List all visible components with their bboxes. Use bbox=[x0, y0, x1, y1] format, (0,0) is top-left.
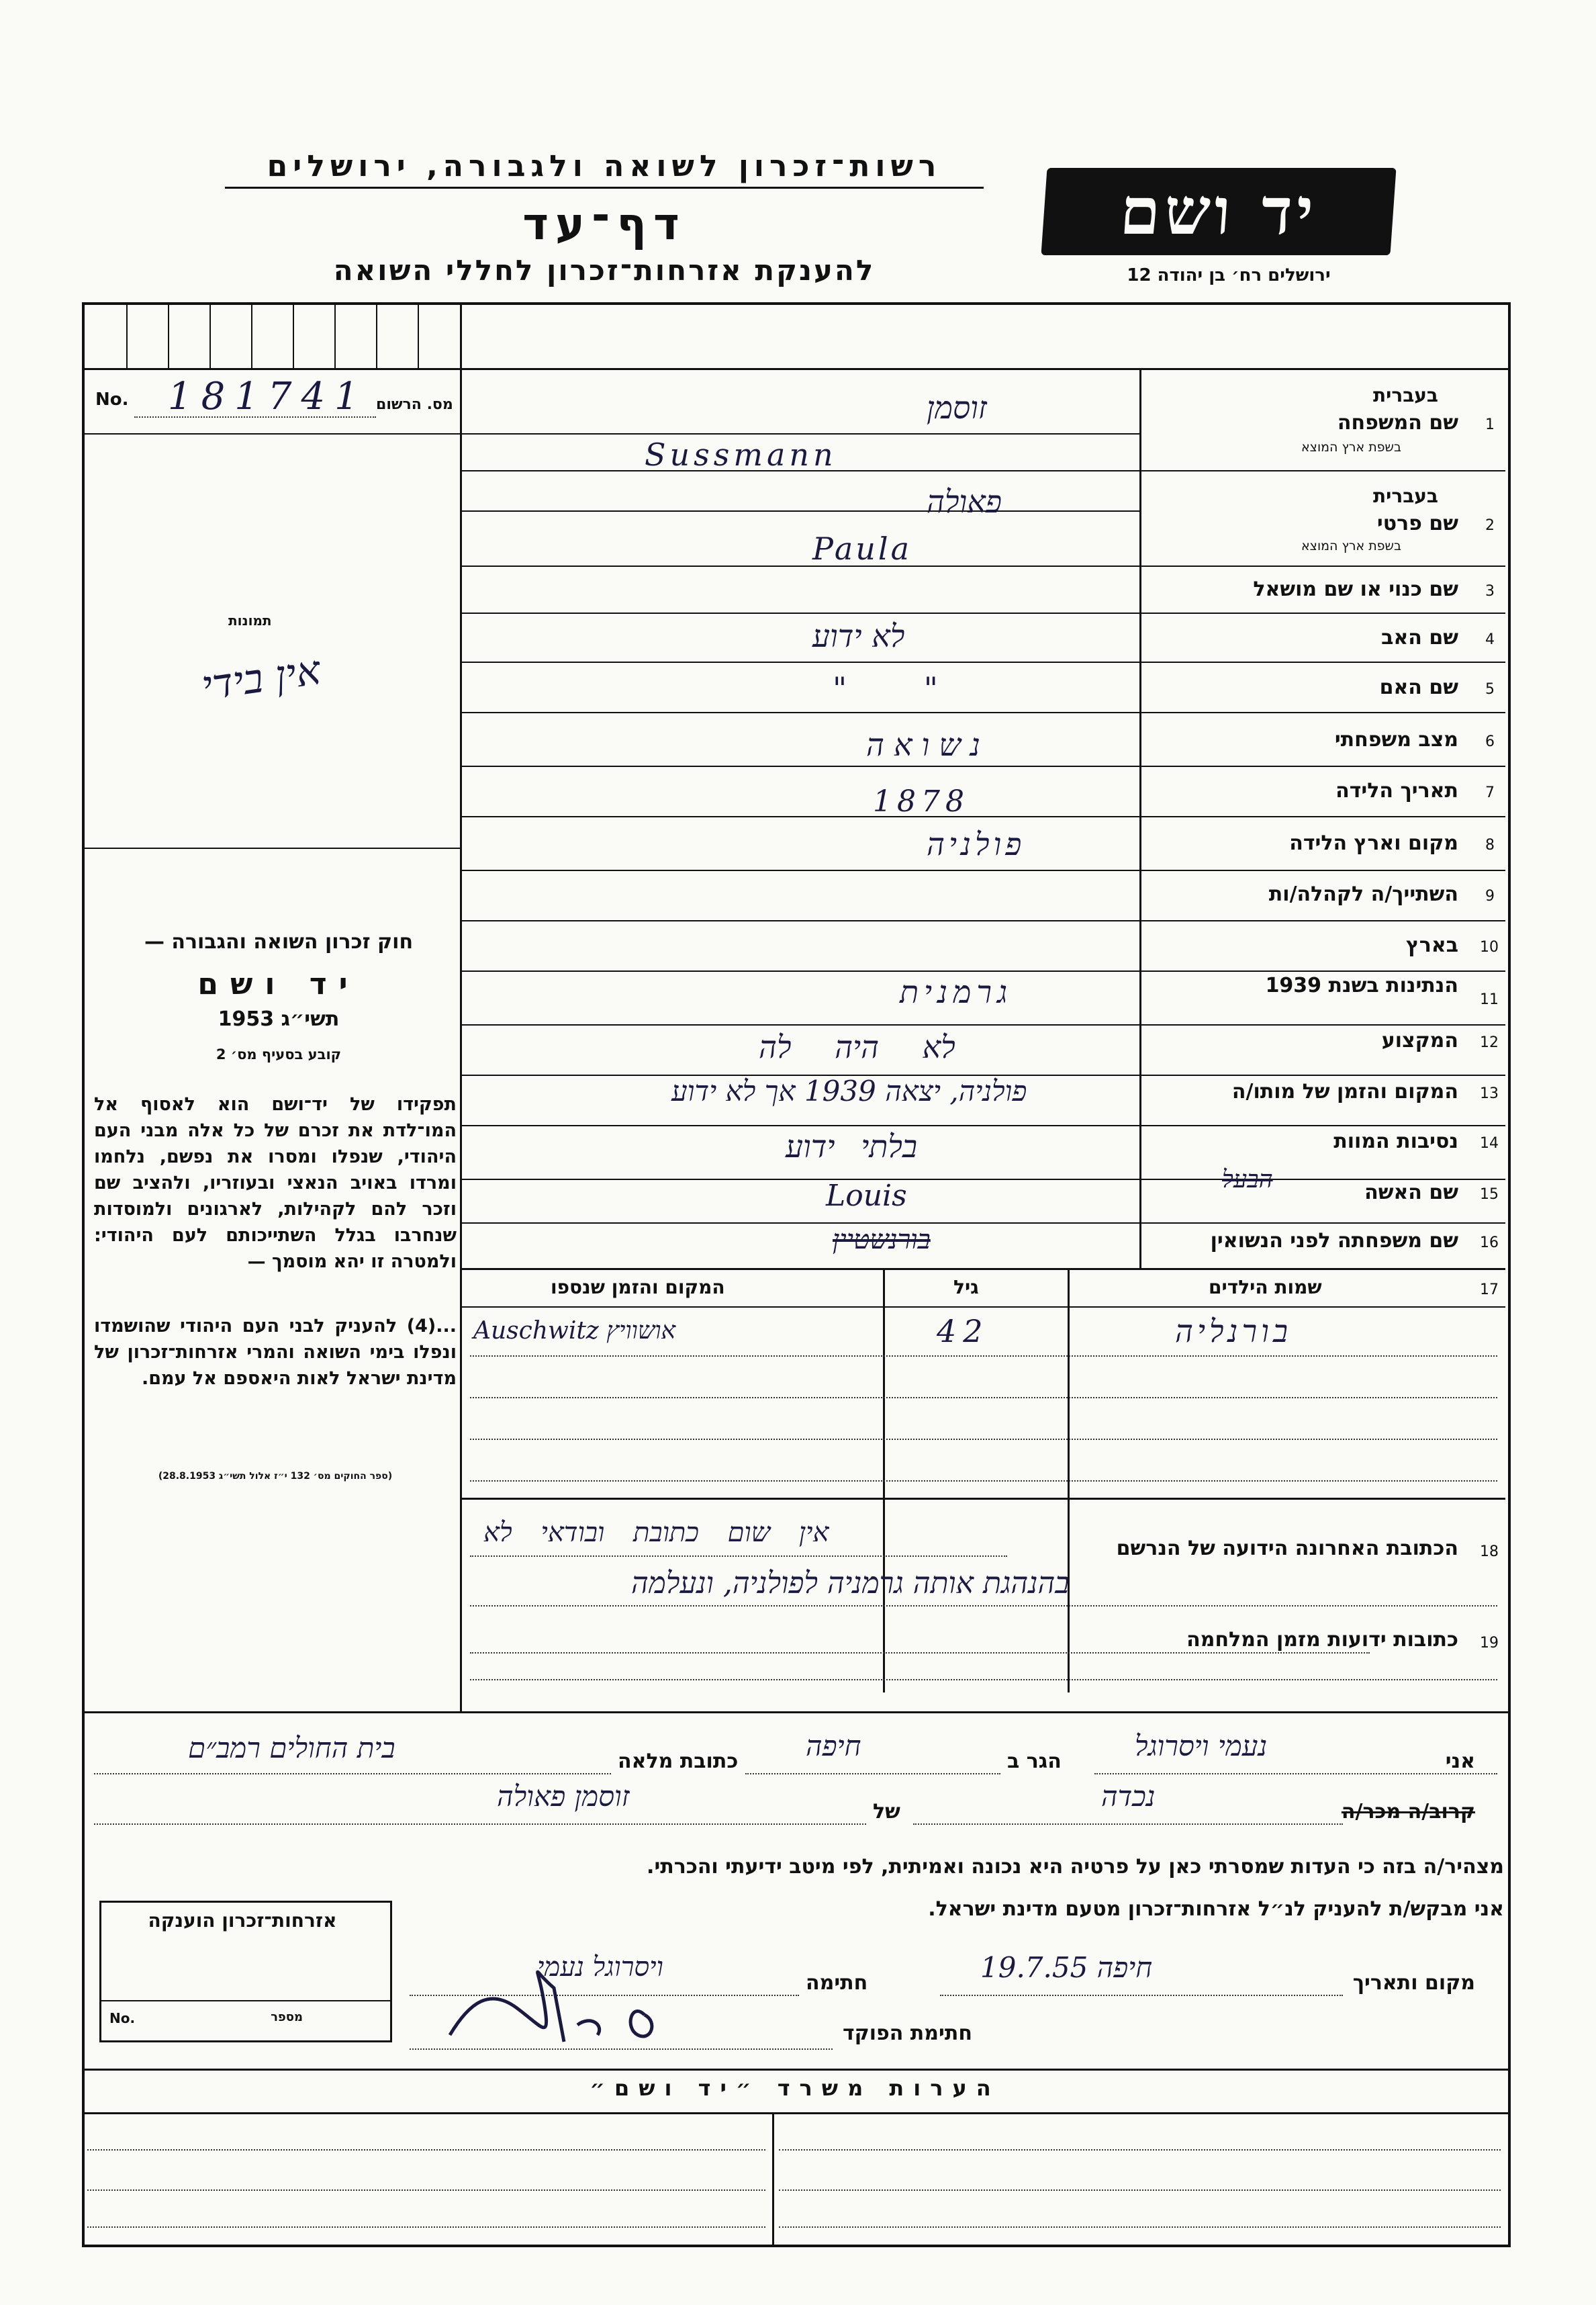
yad-vashem-logo bbox=[1041, 168, 1396, 255]
org-title: רשות־זכרון לשואה ולגבורה, ירושלים bbox=[267, 149, 942, 183]
registry-no-label: No. bbox=[95, 390, 129, 410]
field-13-label: המקום והזמן של מותו/ה bbox=[1231, 1080, 1458, 1103]
place-date-value: חיפה 19.7.55 bbox=[980, 1951, 1153, 1984]
field-18-value-2: בהנהגת אותה גרמניה לפולניה, ונעלמה bbox=[631, 1566, 1070, 1600]
field-8-number: 8 bbox=[1485, 837, 1495, 854]
law-source: (ספר החוקים מס׳ 132 י״ז אלול תשי״ג 28.8.1953) bbox=[158, 1471, 393, 1482]
stamp-box-title: אזרחות־זכרון הוענקה bbox=[148, 1909, 337, 1932]
declarant-name: נעמי ויסרוגל bbox=[1135, 1729, 1268, 1762]
declarant-of-label: של bbox=[873, 1800, 900, 1823]
field-8-label: מקום וארץ הלידה bbox=[1289, 831, 1458, 855]
field-15-number: 15 bbox=[1480, 1186, 1499, 1203]
declaration-text-2: אני מבקש/ת להעניק לנ״ל אזרחות־זכרון מטעם מדינת ישראל. bbox=[928, 1897, 1504, 1921]
field-2-value-hebrew: פאולה bbox=[927, 484, 1002, 520]
law-year: תשי״ג 1953 bbox=[218, 1007, 340, 1031]
citizenship-stamp-box bbox=[99, 1901, 392, 2042]
signature-label: חתימה bbox=[806, 1971, 868, 1995]
field-5-number: 5 bbox=[1485, 681, 1495, 698]
children-number: 17 bbox=[1480, 1281, 1499, 1298]
declarant-address: בית החולים רמב״ם bbox=[188, 1731, 395, 1764]
field-10-number: 10 bbox=[1480, 939, 1499, 956]
law-title: חוק זכרון השואה והגבורה — bbox=[144, 930, 414, 954]
photo-label: תמונות bbox=[228, 613, 272, 629]
field-16-label: שם משפחתה לפני הנשואין bbox=[1210, 1229, 1458, 1253]
children-header-names: שמות הילדים bbox=[1209, 1276, 1322, 1298]
field-1-value-latin: Sussmann bbox=[645, 437, 837, 473]
declarant-resides-label: הגר ב bbox=[1007, 1750, 1062, 1773]
field-3-label: שם כנוי או שם מושאל bbox=[1253, 578, 1458, 601]
field-5-value: " " bbox=[833, 670, 972, 707]
photo-value: אין בידי bbox=[198, 646, 324, 711]
address-line: ירושלים רח׳ בן יהודה 12 bbox=[1127, 265, 1331, 285]
signature-value: ויסרוגל נעמי bbox=[537, 1952, 663, 1983]
field-14-number: 14 bbox=[1480, 1135, 1499, 1152]
field-2-top-note: בעברית bbox=[1372, 485, 1438, 507]
child-1-name: בורנליה bbox=[1175, 1313, 1293, 1349]
field-18-value-1: אין שום כתובת ובודאי לא bbox=[483, 1517, 829, 1548]
declaration-text-1: מצהיר/ה בזה כי העדות שמסרתי כאן על פרטיה היא נכונה ואמיתית, לפי מיטב ידיעתי והכרתי. bbox=[647, 1855, 1504, 1879]
field-11-number: 11 bbox=[1480, 991, 1499, 1008]
field-1-value-hebrew: זוסמן bbox=[927, 390, 987, 426]
field-15-value: Louis bbox=[826, 1179, 907, 1213]
field-18-number: 18 bbox=[1480, 1543, 1499, 1560]
field-5-label: שם האם bbox=[1379, 676, 1458, 699]
child-1-age: 42 bbox=[937, 1313, 990, 1349]
field-7-number: 7 bbox=[1485, 784, 1495, 801]
label-column-divider bbox=[1139, 368, 1141, 1268]
field-2-label: שם פרטי bbox=[1376, 512, 1458, 535]
office-remarks-title: הערות משרד ״יד ושם״ bbox=[590, 2075, 1000, 2101]
declarant-of-name: זוסמן פאולה bbox=[497, 1780, 630, 1813]
field-16-number: 16 bbox=[1480, 1234, 1499, 1251]
field-8-value: פולניה bbox=[927, 826, 1026, 862]
field-9-number: 9 bbox=[1485, 888, 1495, 905]
page-title: דף־עד bbox=[522, 198, 686, 250]
org-underline bbox=[225, 187, 984, 189]
field-2-note: בשפת ארץ המוצא bbox=[1301, 539, 1401, 553]
law-paragraph-1: תפקידו של יד־ושם הוא לאסוף אל המו־לדת את זכרם של כל אלה מבני העם היהודי, שנפלו ומסרו את נפשם, נלחמו ומרדו באויב הנאצי ובעוזריו, ולהציב שם וזכר להם לקהילות, לארגונים ולמוסדות שנחרבו בגלל השתייכותם לעם היהודי: ולמטרה זו יהא מוסמך — bbox=[94, 1094, 457, 1272]
officer-signature-label: חתימת הפוקד bbox=[843, 2022, 972, 2045]
field-4-value: לא ידוע bbox=[812, 618, 905, 654]
field-4-label: שם האב bbox=[1381, 626, 1458, 649]
office-remarks-divider bbox=[772, 2112, 774, 2245]
declarant-address-label: כתובת מלאה bbox=[618, 1750, 739, 1773]
declarant-ani: אני bbox=[1445, 1750, 1475, 1773]
left-column-divider bbox=[460, 302, 462, 1713]
field-1-top-note: בעברית bbox=[1372, 384, 1438, 406]
field-12-label: המקצוע bbox=[1381, 1029, 1458, 1052]
field-7-label: תאריך הלידה bbox=[1335, 779, 1458, 803]
field-11-value: גרמנית bbox=[900, 974, 1013, 1010]
field-14-label: נסיבות המוות bbox=[1333, 1130, 1458, 1153]
registry-label: מס. הרשום bbox=[376, 396, 453, 413]
officer-signature-scribble bbox=[430, 1961, 712, 2055]
field-12-value: לא היה לה bbox=[759, 1029, 955, 1065]
declarant-relation-label: קרוב/ה מכר/ה bbox=[1341, 1800, 1475, 1823]
children-header-place: המקום והזמן שנספו bbox=[551, 1276, 725, 1298]
field-13-number: 13 bbox=[1480, 1085, 1499, 1102]
logo-text: יד ושם bbox=[1117, 173, 1320, 249]
law-name: יד ושם bbox=[197, 967, 360, 1001]
field-16-value: בורנשטיין bbox=[833, 1224, 931, 1255]
field-4-number: 4 bbox=[1485, 631, 1495, 648]
declarant-relation: נכדה bbox=[1101, 1780, 1156, 1813]
field-2-value-latin: Paula bbox=[812, 531, 912, 567]
registry-number: 181741 bbox=[168, 375, 368, 418]
field-9-label: השתייך/ה לקהלה/ות bbox=[1268, 883, 1458, 906]
field-12-number: 12 bbox=[1480, 1034, 1499, 1051]
declarant-city: חיפה bbox=[806, 1729, 861, 1762]
field-14-value: בלתי ידוע bbox=[786, 1128, 918, 1165]
field-15-crossed-word: הבעל bbox=[1222, 1166, 1273, 1193]
child-1-place: Auschwitz אושוויץ bbox=[473, 1317, 676, 1345]
top-row-line bbox=[82, 368, 1508, 370]
top-cells bbox=[85, 305, 460, 368]
field-15-label: שם האשה bbox=[1364, 1181, 1458, 1204]
field-2-number: 2 bbox=[1485, 517, 1495, 534]
field-7-value: 1878 bbox=[873, 784, 970, 819]
field-1-number: 1 bbox=[1485, 416, 1495, 433]
children-header-age: גיל bbox=[953, 1276, 979, 1298]
page-subtitle: להענקת אזרחות־זכרון לחללי השואה bbox=[333, 254, 876, 287]
field-6-value: נשואה bbox=[866, 727, 990, 763]
field-18-label: הכתובת האחרונה הידועה של הנרשם bbox=[1116, 1537, 1458, 1560]
field-1-label: שם המשפחה bbox=[1337, 411, 1458, 435]
field-19-number: 19 bbox=[1480, 1635, 1499, 1652]
field-10-label: בארץ bbox=[1405, 934, 1458, 957]
field-19-label: כתובות ידועות מזמן המלחמה bbox=[1186, 1628, 1458, 1652]
field-1-note: בשפת ארץ המוצא bbox=[1301, 440, 1401, 455]
stamp-box-no-label-he: מספר bbox=[271, 2010, 303, 2024]
law-paragraph-2: ...(4) להעניק לבני העם היהודי שהושמדו ונפלו בימי השואה והמרי אזרחות־זכרון של מדינת ישראל לאות היאספם אל עמם. bbox=[94, 1316, 457, 1389]
field-3-number: 3 bbox=[1485, 583, 1495, 600]
law-ref: קובע בסעיף מס׳ 2 bbox=[216, 1046, 342, 1063]
field-6-label: מצב משפחתי bbox=[1334, 728, 1458, 752]
field-6-number: 6 bbox=[1485, 733, 1495, 750]
field-11-label: הנתינות בשנת 1939 bbox=[1265, 974, 1458, 997]
stamp-box-no-label: No. bbox=[109, 2010, 136, 2026]
place-date-label: מקום ותאריך bbox=[1352, 1971, 1475, 1995]
field-13-value: פולניה, יצאה 1939 אך לא ידוע bbox=[671, 1075, 1027, 1108]
